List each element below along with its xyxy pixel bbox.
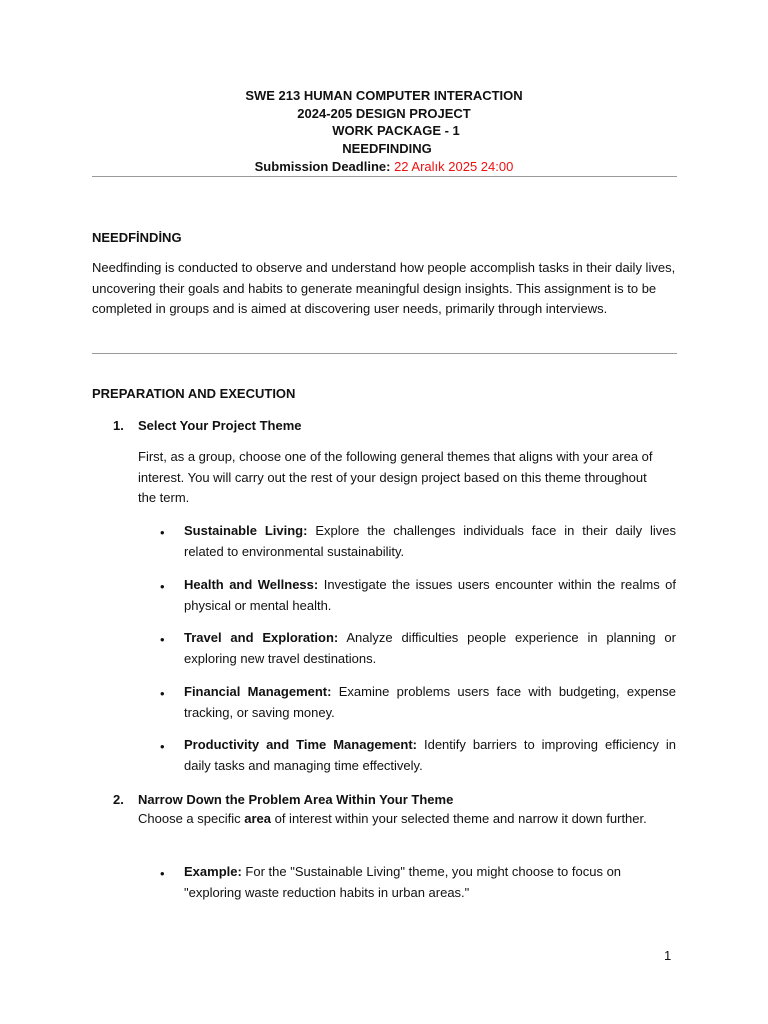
step2-number: 2. [113,792,124,807]
bullet-icon: • [160,739,165,754]
theme-description: Explore the challenges individuals face in their daily lives related to environmental sustainability. [184,523,676,559]
theme-description: Identify barriers to improving efficiency in daily tasks and managing time effectively. [184,737,677,773]
example-text: For the "Sustainable Living" theme, you might choose to focus on "exploring waste reduction habits in urban areas." [184,864,622,900]
bullet-icon: • [160,686,165,701]
bullet-icon: • [160,525,165,540]
bullet-icon: • [160,866,165,881]
work-package-title: WORK PACKAGE - 1 [332,123,460,138]
section-divider [92,353,677,354]
example-label: Example: [184,864,242,879]
step2-text [138,809,658,830]
theme-label: Sustainable Living: [184,523,308,538]
step1-title: Select Your Project Theme [138,418,302,433]
step2-text-emphasis: area [244,811,271,826]
theme-label: Health and Wellness: [184,577,319,592]
step1-number: 1. [113,418,124,433]
step1-intro: First, as a group, choose one of the following general themes that aligns with your area of interest. You will carry out the rest of your design project based on this theme throughout the term. [138,449,653,505]
theme-item-financial-management [184,682,676,723]
bullet-icon: • [160,579,165,594]
theme-description: Investigate the issues users encounter within the realms of physical or mental health. [184,577,676,613]
bullet-icon: • [160,632,165,647]
theme-label: Productivity and Time Management: [184,737,418,752]
theme-item-sustainable-living [184,521,676,562]
theme-item-productivity [184,735,676,776]
submission-deadline [0,158,768,175]
needfinding-heading: NEEDFİNDİNG [92,230,182,245]
theme-label: Financial Management: [184,684,332,699]
theme-item-travel-and-exploration [184,628,676,669]
step2-text-start: Choose a specific [138,811,245,826]
course-title: SWE 213 HUMAN COMPUTER INTERACTION [245,88,523,103]
project-title: 2024-205 DESIGN PROJECT [297,106,471,121]
page-number: 1 [664,948,672,963]
step2-title: Narrow Down the Problem Area Within Your Theme [138,792,454,807]
step2-text-end: of interest within your selected theme and narrow it down further. [270,811,647,826]
theme-label: Travel and Exploration: [184,630,339,645]
deadline-value: 22 Aralık 2025 24:00 [394,159,514,174]
deadline-label: Submission Deadline: [254,159,391,174]
theme-description: Examine problems users face with budgeting, expense tracking, or saving money. [184,684,676,720]
theme-description: Analyze difficulties people experience in planning or exploring new travel destinations. [184,630,676,666]
needfinding-title: NEEDFINDING [342,141,432,156]
preparation-heading: PREPARATION AND EXECUTION [92,386,296,401]
example-item [184,862,664,903]
theme-item-health-and-wellness [184,575,676,616]
header-divider [92,176,677,177]
needfinding-paragraph: Needfinding is conducted to observe and understand how people accomplish tasks in their daily lives, uncovering their goals and habits to generate meaningful design insights. This assignment is to be completed in groups and is aimed at discovering user needs, primarily through interviews. [92,260,676,316]
